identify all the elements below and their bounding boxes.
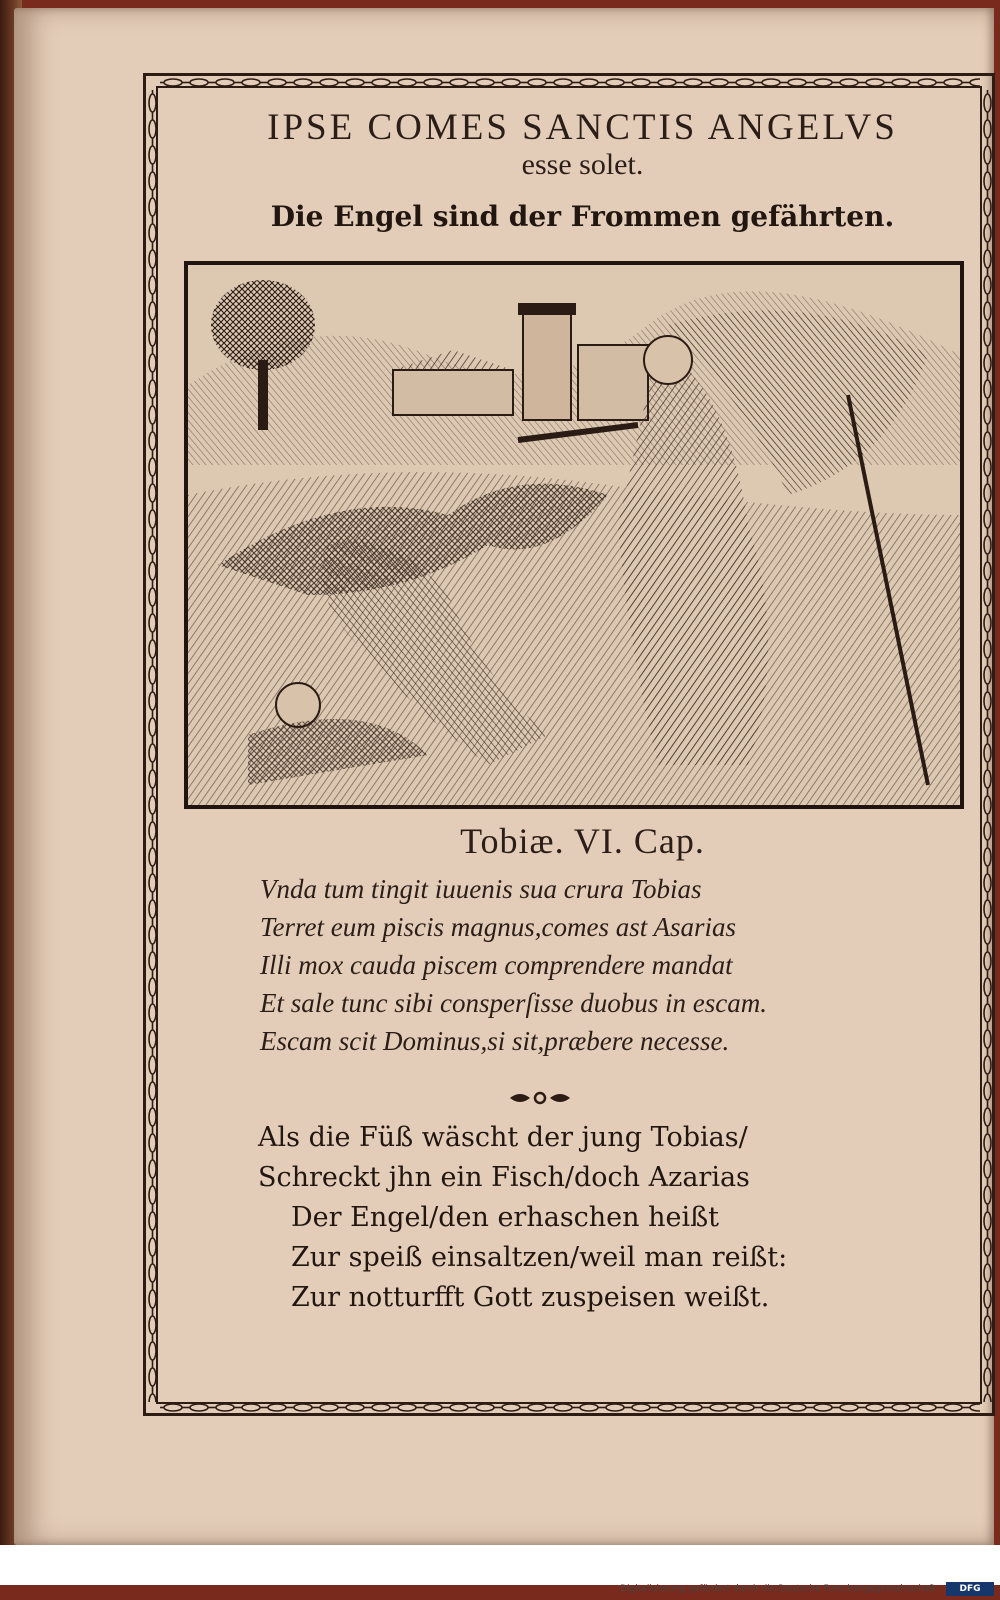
ornament-border-right bbox=[982, 90, 993, 1402]
ornament-border-bottom bbox=[160, 1402, 980, 1413]
latin-motto-title: IPSE COMES SANCTIS ANGELVS bbox=[267, 107, 898, 148]
woodcut-illustration-icon bbox=[188, 265, 960, 805]
latin-verse-line: Et sale tunc sibi consperſisse duobus in escam. bbox=[260, 988, 767, 1018]
german-verse-line: Zur notturfft Gott zuspeisen weißt. bbox=[291, 1282, 770, 1313]
latin-verse-line: Terret eum piscis magnus,comes ast Asarias bbox=[260, 912, 737, 942]
digitization-credit: Digitalisierung gefördert durch die Deutsche Forschungsgemeinschaft - bbox=[620, 1584, 942, 1594]
ornament-border-left bbox=[147, 90, 158, 1402]
german-verse-line: Der Engel/den erhaschen heißt bbox=[291, 1202, 720, 1233]
german-verse-line: Schreckt jhn ein Fisch/doch Azarias bbox=[258, 1162, 750, 1193]
german-motto-title: Die Engel sind der Frommen gefährten. bbox=[270, 200, 895, 233]
latin-verse-line: Escam scit Dominus,si sit,præbere necesse. bbox=[260, 1026, 730, 1056]
latin-verse-block bbox=[260, 870, 767, 1060]
chapter-heading: Tobiæ. VI. Cap. bbox=[460, 821, 705, 861]
fleuron-ornament-icon bbox=[505, 1088, 575, 1108]
dfg-logo-badge: DFG bbox=[946, 1582, 994, 1596]
footer-strip bbox=[0, 1545, 1000, 1585]
german-verse-block bbox=[258, 1118, 787, 1318]
latin-verse-line: Vnda tum tingit iuuenis sua crura Tobias bbox=[260, 874, 702, 904]
german-verse-line: Als die Füß wäscht der jung Tobias/ bbox=[258, 1122, 748, 1153]
ornament-border-top bbox=[160, 77, 980, 88]
latin-motto-subtitle: esse solet. bbox=[521, 148, 644, 181]
latin-verse-line: Illi mox cauda piscem comprendere mandat bbox=[260, 950, 733, 980]
woodcut-illustration bbox=[184, 261, 964, 809]
german-verse-line: Zur speiß einsaltzen/weil man reißt: bbox=[291, 1242, 788, 1273]
